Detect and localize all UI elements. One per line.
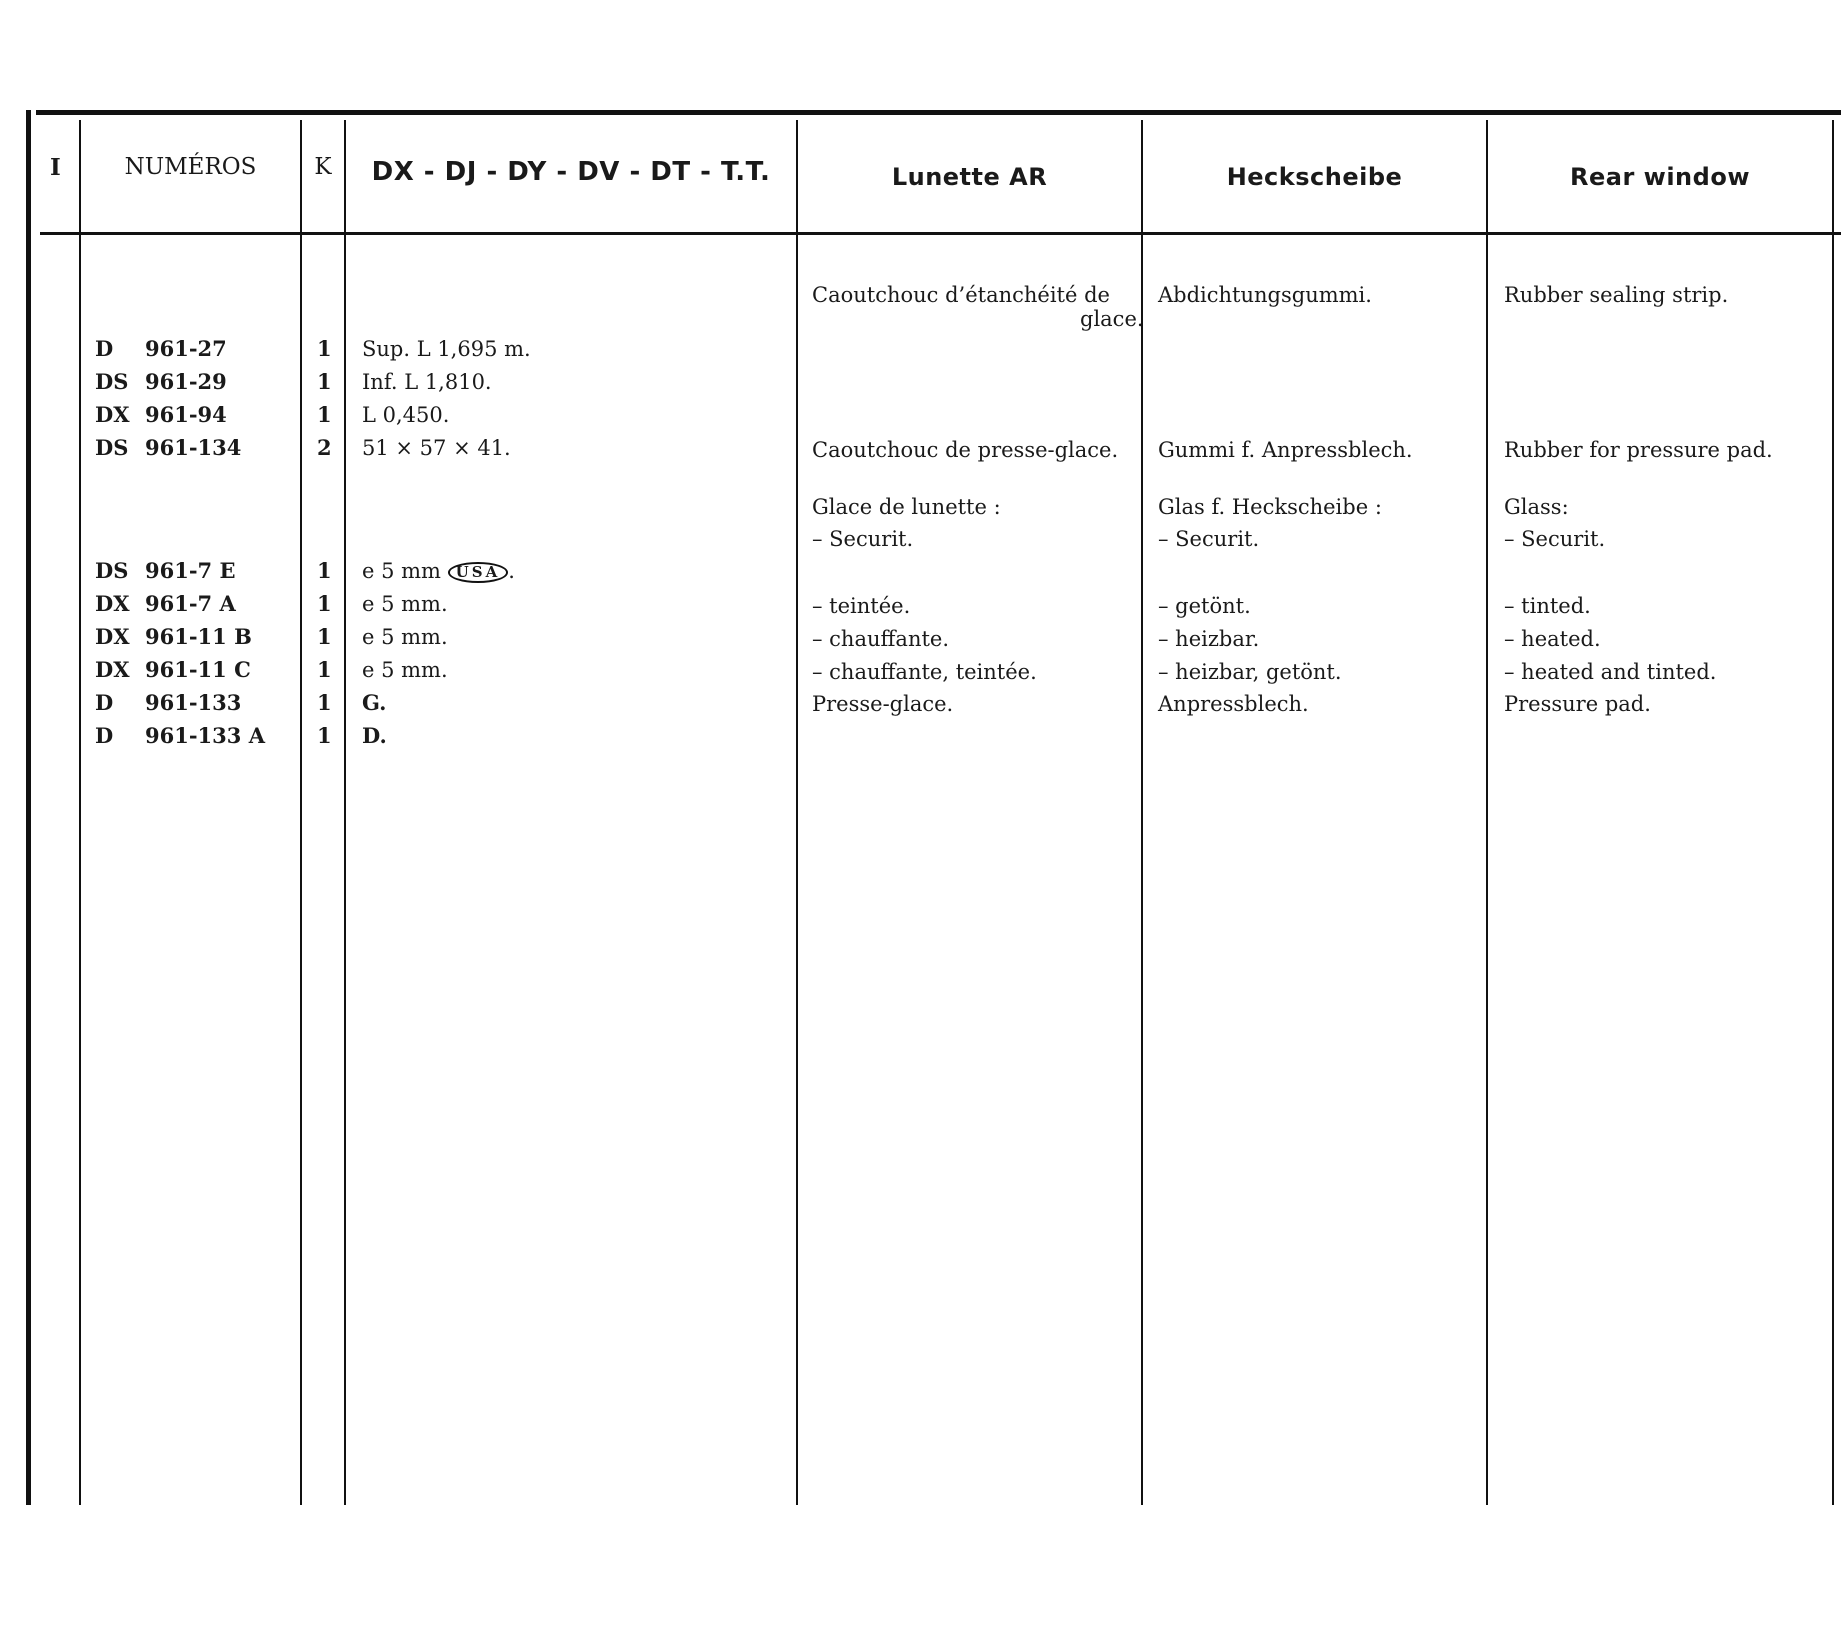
header-col-english: Rear window [1570,163,1750,191]
part-number: D 961-27 [95,336,227,361]
desc-de-line: Gummi f. Anpressblech. [1158,438,1413,462]
desc-de-line: – Securit. [1158,527,1260,551]
desc-en-line: Rubber for pressure pad. [1504,438,1773,462]
desc-fr-line: – chauffante. [812,627,950,651]
divider-i [79,120,81,1505]
part-spec: G. [362,690,387,715]
part-number: DS 961-7 E [95,558,236,583]
header-bottom-rule [40,232,1841,235]
header-col-k: K [314,154,332,180]
desc-fr-line: – Securit. [812,527,914,551]
desc-en-line: – heated and tinted. [1504,660,1717,684]
part-number: DS 961-29 [95,369,227,394]
desc-de-line: Anpressblech. [1158,692,1309,716]
part-spec: e 5 mm. [362,625,448,649]
divider-numeros [300,120,302,1505]
desc-de-line: – heizbar. [1158,627,1260,651]
part-spec: L 0,450. [362,403,450,427]
header-col-i: I [50,153,61,181]
quantity-k: 1 [317,657,332,682]
divider-models [796,120,798,1505]
part-number: DX 961-94 [95,402,227,427]
desc-fr-line: – teintée. [812,594,911,618]
part-number: D 961-133 [95,690,242,715]
desc-en-line: Rubber sealing strip. [1504,283,1729,307]
desc-fr-line: glace. [1080,307,1144,331]
desc-de-line: – getönt. [1158,594,1251,618]
part-number: DX 961-7 A [95,591,236,616]
desc-de-line: – heizbar, getönt. [1158,660,1342,684]
divider-de [1486,120,1488,1505]
part-number: DX 961-11 C [95,657,251,682]
desc-de-line: Glas f. Heckscheibe : [1158,495,1382,519]
desc-fr-line: – chauffante, teintée. [812,660,1037,684]
quantity-k: 1 [317,402,332,427]
left-border [26,110,31,1505]
part-spec: 51 × 57 × 41. [362,436,511,460]
desc-en-line: Glass: [1504,495,1569,519]
desc-en-line: Pressure pad. [1504,692,1651,716]
desc-fr-line: Caoutchouc de presse-glace. [812,438,1119,462]
part-spec: Sup. L 1,695 m. [362,337,531,361]
part-spec: e 5 mm. [362,592,448,616]
part-number: DS 961-134 [95,435,242,460]
part-spec: D. [362,723,387,748]
desc-en-line: – heated. [1504,627,1601,651]
usa-stamp: USA [448,562,509,583]
header-col-models: DX - DJ - DY - DV - DT - T.T. [371,157,771,187]
part-spec: e 5 mm. [362,658,448,682]
desc-en-line: – Securit. [1504,527,1606,551]
part-spec: Inf. L 1,810. [362,370,492,394]
divider-en [1832,120,1834,1505]
quantity-k: 1 [317,723,332,748]
divider-k [344,120,346,1505]
quantity-k: 1 [317,336,332,361]
quantity-k: 1 [317,369,332,394]
part-number: DX 961-11 B [95,624,252,649]
part-spec: e 5 mm USA . [362,559,515,583]
part-number: D 961-133 A [95,723,265,748]
desc-fr-line: Presse-glace. [812,692,954,716]
header-col-german: Heckscheibe [1226,163,1403,191]
desc-fr-line: Glace de lunette : [812,495,1001,519]
desc-fr-line: Caoutchouc d’étanchéité de [812,283,1110,307]
quantity-k: 1 [317,690,332,715]
quantity-k: 2 [317,435,332,460]
desc-de-line: Abdichtungsgummi. [1158,283,1372,307]
quantity-k: 1 [317,591,332,616]
quantity-k: 1 [317,624,332,649]
header-col-numeros: NUMÉROS [124,154,257,180]
header-col-french: Lunette AR [891,163,1048,191]
quantity-k: 1 [317,558,332,583]
desc-en-line: – tinted. [1504,594,1591,618]
